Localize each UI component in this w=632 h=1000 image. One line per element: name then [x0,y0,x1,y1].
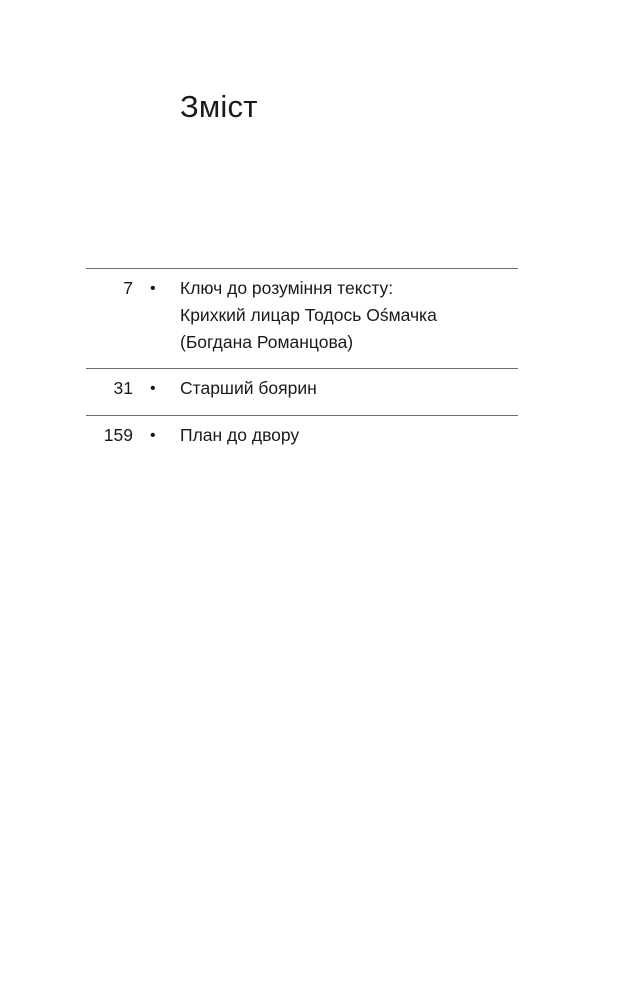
toc-entry-title [180,422,518,449]
bullet-icon: • [150,380,156,397]
toc-entry-line: Крихкий лицар Тодось Ośмачка [180,305,437,325]
bullet-icon: • [150,427,156,444]
toc-entry-title [180,375,518,402]
bullet-icon: • [150,280,156,297]
page-title: Зміст [180,89,258,124]
toc-entry-line: План до двору [180,425,300,445]
table-of-contents [86,268,518,461]
toc-entry[interactable] [86,268,518,368]
toc-entry-line: Ключ до розуміння тексту: [180,278,394,298]
toc-entry[interactable] [86,368,518,415]
toc-page-number: 159 [103,425,133,445]
toc-entry-line: Старший боярин [180,378,317,398]
toc-page-number: 31 [113,378,133,398]
toc-entry[interactable] [86,415,518,461]
toc-entry-line: (Богдана Романцова) [180,332,354,352]
toc-page-number: 7 [123,278,133,298]
toc-entry-title [180,275,518,356]
